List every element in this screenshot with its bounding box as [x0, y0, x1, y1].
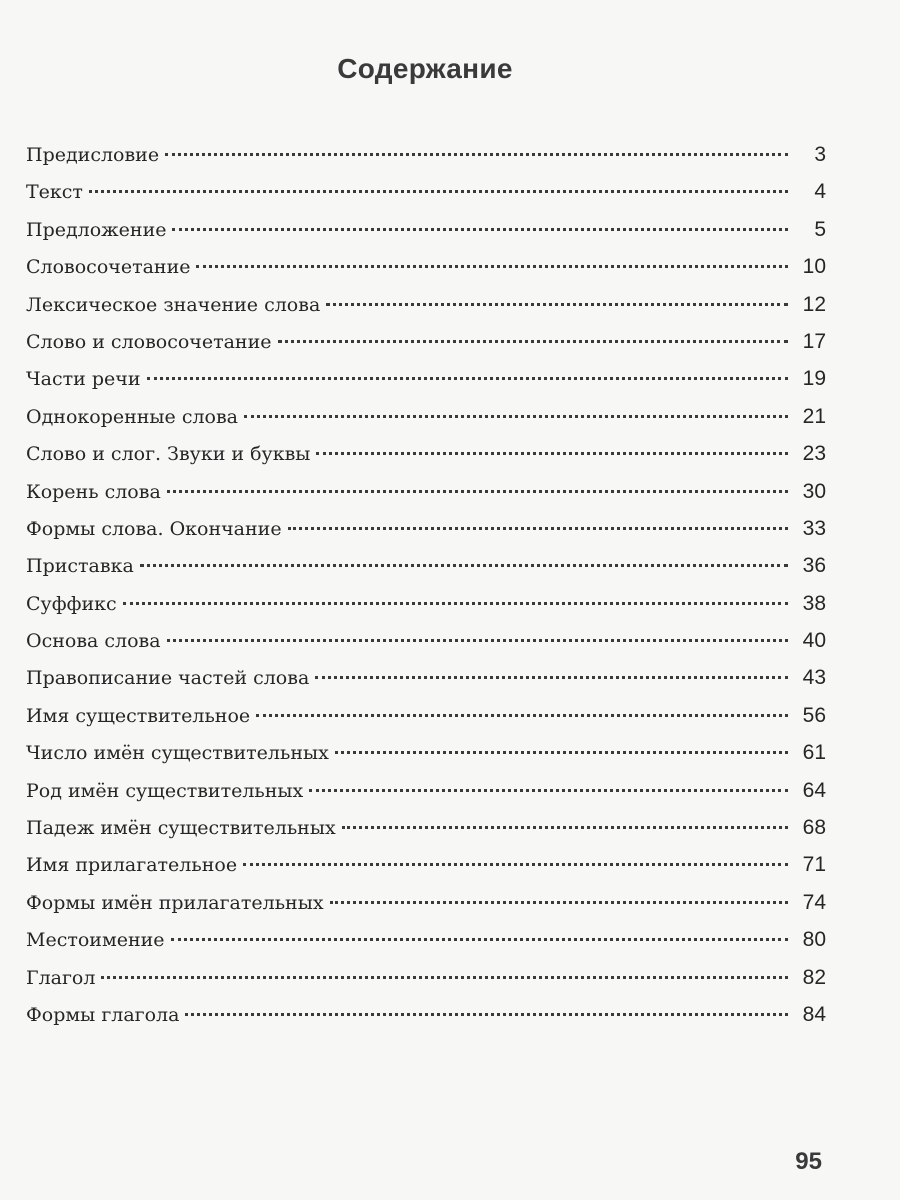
toc-entry-page: 71 [802, 853, 826, 877]
toc-entry-title: Местоимение [26, 929, 165, 952]
dot-leader [167, 639, 788, 642]
toc-entry-page: 10 [802, 255, 826, 279]
toc-entry-title: Формы слова. Окончание [26, 517, 282, 540]
toc-entry [26, 442, 826, 479]
toc-entry-page: 64 [802, 778, 826, 802]
toc-entry-title: Однокоренные слова [26, 405, 239, 428]
toc-entry-title: Род имён существительных [26, 779, 304, 802]
toc-entry-page: 30 [802, 479, 826, 503]
toc-entry [26, 779, 826, 816]
toc-entry [26, 666, 826, 703]
dot-leader [101, 976, 788, 979]
dot-leader [315, 676, 788, 679]
toc-entry [26, 816, 826, 853]
dot-leader [89, 190, 788, 193]
toc-entry [26, 367, 826, 404]
toc-entry [26, 928, 826, 965]
toc-entry [26, 1003, 826, 1040]
toc-entry-page: 33 [802, 516, 826, 540]
toc-entry-page: 19 [802, 367, 826, 391]
toc-entry-page: 84 [802, 1002, 826, 1026]
dot-leader [140, 564, 788, 567]
toc-entry-page: 21 [802, 404, 826, 428]
toc-entry-page: 43 [802, 666, 826, 690]
toc-entry-page: 3 [814, 143, 826, 166]
dot-leader [123, 602, 788, 605]
dot-leader [335, 751, 788, 754]
toc-entry-page: 5 [814, 217, 826, 241]
page-number: 95 [795, 1148, 822, 1175]
toc-entry [26, 741, 826, 778]
toc-entry-title: Слово и словосочетание [26, 330, 272, 353]
dot-leader [165, 153, 788, 156]
toc-entry [26, 143, 826, 180]
toc-entry-title: Падеж имён существительных [26, 817, 336, 840]
dot-leader [288, 527, 788, 530]
toc-entry-page: 82 [802, 965, 826, 989]
dot-leader [167, 490, 788, 493]
toc-entry-title: Корень слова [26, 480, 161, 503]
toc-entry-page: 23 [802, 442, 826, 466]
toc-entry-page: 17 [802, 329, 826, 353]
toc-entry-title: Глагол [26, 966, 96, 989]
dot-leader [342, 826, 788, 829]
toc-entry-page: 74 [802, 890, 826, 914]
dot-leader [243, 863, 788, 866]
dot-leader [196, 265, 788, 268]
toc-entry-title: Словосочетание [26, 256, 191, 279]
toc-entry-page: 40 [802, 629, 826, 653]
toc-entry-title: Лексическое значение слова [26, 293, 321, 316]
dot-leader [147, 377, 788, 380]
toc-entry [26, 180, 826, 217]
toc-entry [26, 255, 826, 292]
toc-entry-title: Правописание частей слова [26, 667, 310, 690]
toc-entry [26, 218, 826, 255]
toc-entry-page: 38 [802, 591, 826, 615]
table-of-contents [26, 143, 826, 1040]
toc-entry [26, 293, 826, 330]
toc-entry [26, 853, 826, 890]
toc-entry-page: 36 [802, 554, 826, 578]
dot-leader [330, 901, 788, 904]
dot-leader [316, 452, 788, 455]
dot-leader [278, 340, 788, 343]
toc-entry [26, 592, 826, 629]
toc-entry-title: Число имён существительных [26, 742, 329, 765]
toc-entry-page: 56 [802, 703, 826, 727]
dot-leader [171, 938, 788, 941]
dot-leader [309, 789, 788, 792]
toc-entry [26, 704, 826, 741]
toc-entry [26, 891, 826, 928]
dot-leader [326, 303, 788, 306]
dot-leader [172, 228, 788, 231]
page-title: Содержание [337, 52, 513, 84]
toc-entry [26, 480, 826, 517]
toc-entry-page: 80 [802, 928, 826, 952]
toc-entry [26, 629, 826, 666]
toc-entry-page: 4 [814, 180, 826, 204]
dot-leader [256, 714, 788, 717]
toc-entry-title: Основа слова [26, 630, 161, 653]
toc-entry [26, 966, 826, 1003]
toc-entry-title: Части речи [26, 368, 141, 391]
toc-entry-title: Слово и слог. Звуки и буквы [26, 443, 311, 466]
toc-entry-title: Суффикс [26, 592, 117, 615]
toc-entry-title: Текст [26, 181, 83, 204]
toc-entry [26, 405, 826, 442]
toc-entry-title: Предложение [26, 218, 167, 241]
dot-leader [244, 415, 788, 418]
toc-entry-title: Предисловие [26, 144, 160, 166]
toc-entry-title: Формы имён прилагательных [26, 891, 324, 914]
toc-entry-page: 12 [802, 292, 826, 316]
toc-entry [26, 517, 826, 554]
toc-entry [26, 330, 826, 367]
toc-entry-title: Имя существительное [26, 704, 251, 727]
toc-entry-title: Приставка [26, 555, 134, 578]
toc-entry-title: Имя прилагательное [26, 854, 238, 877]
toc-entry-title: Формы глагола [26, 1003, 180, 1026]
toc-entry-page: 61 [802, 741, 826, 765]
toc-entry-page: 68 [802, 816, 826, 840]
toc-entry [26, 554, 826, 591]
dot-leader [185, 1013, 788, 1016]
